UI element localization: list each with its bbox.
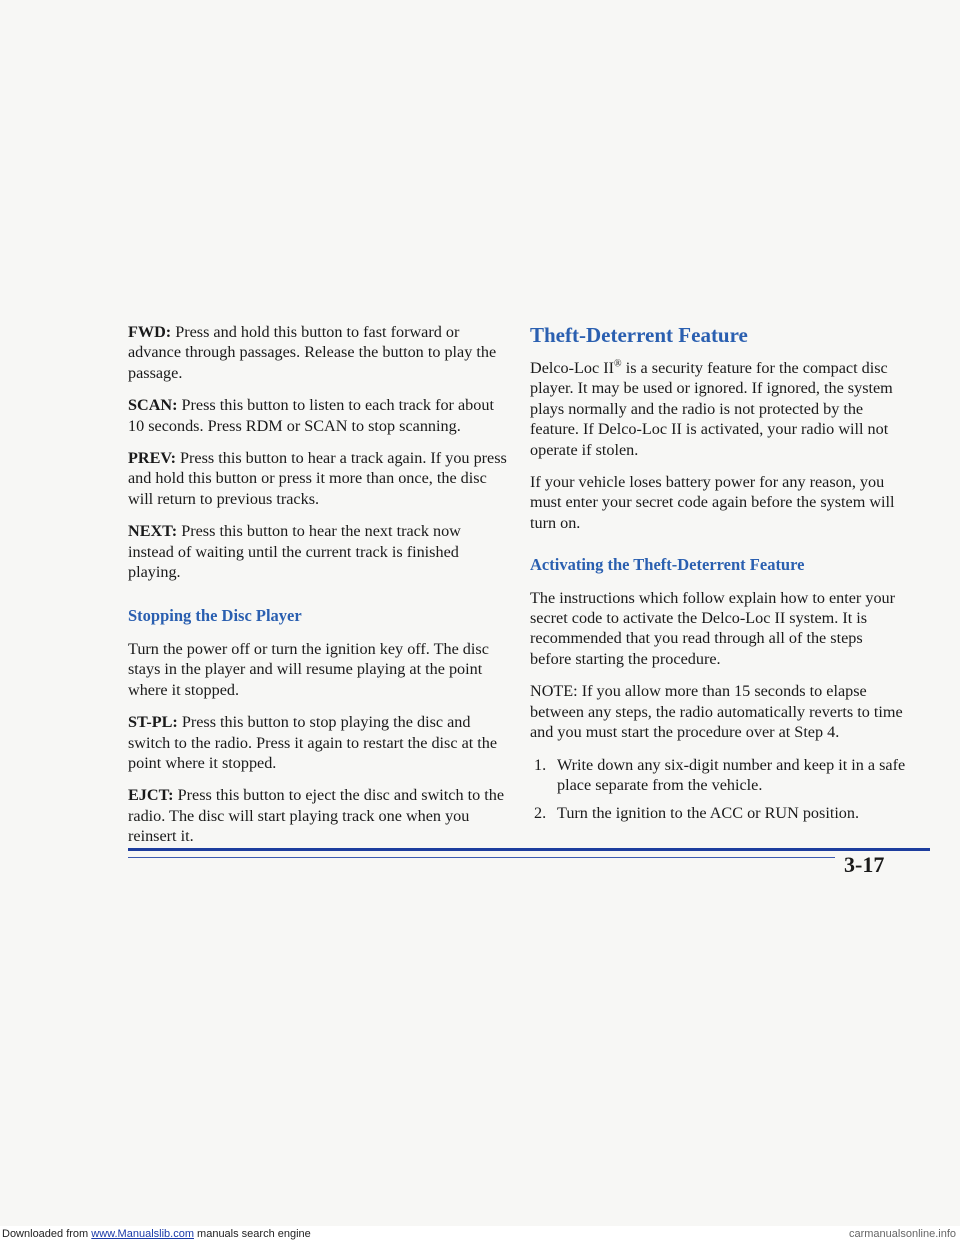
- stpl-term: ST-PL:: [128, 713, 178, 732]
- prev-term: PREV:: [128, 449, 176, 468]
- stpl-text: Press this button to stop playing the disc and switch to the radio. Press it again to restart the disc at the point where it stopped.: [128, 713, 498, 772]
- intro-rest: is a security feature for the compact disc player. It may be used or ignored. If ignored, the system plays normally and the radio is not protected by the feature. If Delco-Loc II is activated, your radio will not operate if stolen.: [530, 359, 893, 459]
- manualslib-link[interactable]: www.Manualslib.com: [91, 1228, 194, 1240]
- intro-paragraph: [530, 358, 908, 460]
- next-paragraph: [128, 521, 508, 582]
- footer-prefix: Downloaded from: [2, 1228, 92, 1240]
- footer-watermark: carmanualsonline.info: [848, 1228, 956, 1240]
- step-number: 2.: [534, 804, 547, 823]
- stopping-heading: Stopping the Disc Player: [128, 606, 302, 626]
- scan-text: Press this button to listen to each track for about 10 seconds. Press RDM or SCAN to stop scanning.: [128, 396, 494, 435]
- fwd-term: FWD:: [128, 323, 172, 341]
- fwd-paragraph: [128, 322, 508, 383]
- footer-suffix: manuals search engine: [193, 1228, 311, 1240]
- right-column: [530, 322, 908, 832]
- step-number: 1.: [534, 755, 547, 774]
- instructions-paragraph: The instructions which follow explain how to enter your secret code to activate the Delco-Loc II system. It is recommended that you read through all of the steps before starting the procedure.: [530, 588, 896, 668]
- page-number: 3-17: [844, 852, 885, 877]
- footer-source: [2, 1226, 311, 1242]
- next-text: Press this button to hear the next track now instead of waiting until the current track is finished playing.: [128, 522, 461, 582]
- ejct-paragraph: [128, 785, 508, 846]
- prev-text: Press this button to hear a track again. If you press and hold this button or press it more than once, the disc will return to previous tracks.: [128, 449, 507, 508]
- list-item: [530, 803, 908, 823]
- section-title: Theft-Deterrent Feature: [530, 323, 748, 347]
- ejct-text: Press this button to eject the disc and switch to the radio. The disc will start playing track one when you reinsert it.: [128, 786, 505, 846]
- stopping-paragraph: Turn the power off or turn the ignition key off. The disc stays in the player and will resume playing at the point where it stopped.: [128, 639, 489, 699]
- next-term: NEXT:: [128, 522, 178, 541]
- divider-thin: [128, 857, 835, 858]
- footer-bar: [0, 1226, 960, 1242]
- fwd-text: Press and hold this button to fast forward or advance through passages. Release the button to play the passage.: [128, 323, 497, 382]
- steps-list: [530, 755, 908, 824]
- scan-term: SCAN:: [128, 396, 178, 415]
- note-paragraph: NOTE: If you allow more than 15 seconds to elapse between any steps, the radio automatically reverts to time and you must start the procedure over at Step 4.: [530, 682, 903, 742]
- scan-paragraph: [128, 395, 508, 436]
- stpl-paragraph: [128, 712, 508, 773]
- prev-paragraph: [128, 448, 508, 509]
- list-item: [530, 755, 908, 796]
- battery-paragraph: If your vehicle loses battery power for any reason, you must enter your secret code again before the system will turn on.: [530, 473, 895, 532]
- registered-mark: ®: [614, 358, 622, 370]
- ejct-term: EJCT:: [128, 786, 174, 805]
- step-text: Turn the ignition to the ACC or RUN position.: [557, 804, 860, 823]
- step-text: Write down any six-digit number and keep it in a safe place separate from the vehicle.: [557, 755, 906, 794]
- divider-thick: [128, 848, 930, 851]
- intro-lead: Delco-Loc II: [530, 359, 615, 377]
- left-column: [128, 322, 508, 859]
- activating-heading: Activating the Theft-Deterrent Feature: [530, 555, 805, 575]
